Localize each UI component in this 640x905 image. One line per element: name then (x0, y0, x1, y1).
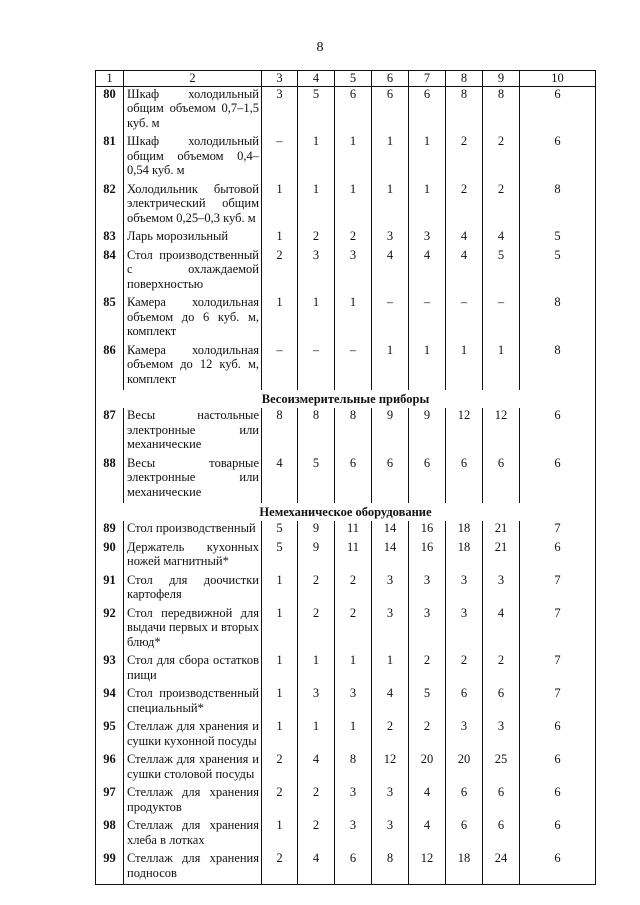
equipment-name: Шкаф холодильный общим объемом 0,7–1,5 куб. м (124, 86, 262, 134)
quantity-cell: 5 (262, 521, 298, 540)
quantity-cell: 3 (372, 785, 409, 818)
quantity-cell: 18 (446, 851, 483, 885)
column-header: 2 (124, 71, 262, 87)
quantity-cell: 1 (409, 182, 446, 230)
quantity-cell: 21 (483, 521, 520, 540)
quantity-cell: 1 (298, 719, 335, 752)
column-header: 8 (446, 71, 483, 87)
quantity-cell: 8 (372, 851, 409, 885)
quantity-cell: 12 (483, 408, 520, 456)
quantity-cell: 6 (520, 456, 596, 504)
equipment-name: Весы товарные электронные или механические (124, 456, 262, 504)
quantity-cell: 6 (446, 785, 483, 818)
row-number: 97 (96, 785, 124, 818)
quantity-cell: 14 (372, 540, 409, 573)
quantity-cell: 4 (298, 851, 335, 885)
equipment-name: Ларь морозильный (124, 229, 262, 248)
quantity-cell: 6 (520, 818, 596, 851)
row-number: 84 (96, 248, 124, 296)
section-title: Весоизмерительные приборы (96, 390, 596, 408)
quantity-cell: 9 (298, 540, 335, 573)
row-number: 81 (96, 134, 124, 182)
quantity-cell: 11 (335, 540, 372, 573)
quantity-cell: 1 (409, 134, 446, 182)
quantity-cell: 8 (298, 408, 335, 456)
table-row (96, 606, 596, 654)
column-header: 7 (409, 71, 446, 87)
table-row (96, 134, 596, 182)
section-title: Немеханическое оборудование (96, 503, 596, 521)
table-row (96, 686, 596, 719)
row-number: 88 (96, 456, 124, 504)
quantity-cell: 7 (520, 521, 596, 540)
quantity-cell: 14 (372, 521, 409, 540)
quantity-cell: 1 (335, 719, 372, 752)
equipment-name: Стол производственный с охлаждаемой поверхностью (124, 248, 262, 296)
quantity-cell: 4 (409, 248, 446, 296)
column-header: 9 (483, 71, 520, 87)
quantity-cell: 3 (335, 785, 372, 818)
quantity-cell: 1 (298, 182, 335, 230)
row-number: 83 (96, 229, 124, 248)
quantity-cell: 20 (446, 752, 483, 785)
quantity-cell: 6 (520, 752, 596, 785)
quantity-cell: 3 (409, 573, 446, 606)
table-row (96, 182, 596, 230)
column-header: 5 (335, 71, 372, 87)
row-number: 82 (96, 182, 124, 230)
quantity-cell: 1 (262, 818, 298, 851)
quantity-cell: 2 (298, 229, 335, 248)
quantity-cell: 3 (372, 229, 409, 248)
quantity-cell: 2 (483, 134, 520, 182)
quantity-cell: 6 (520, 540, 596, 573)
quantity-cell: 6 (335, 851, 372, 885)
equipment-name: Стеллаж для хранения подносов (124, 851, 262, 885)
quantity-cell: 8 (335, 408, 372, 456)
quantity-cell: 16 (409, 521, 446, 540)
equipment-name: Камера холодильная объемом до 6 куб. м, комплект (124, 295, 262, 343)
table-row (96, 818, 596, 851)
quantity-cell: 6 (409, 86, 446, 134)
row-number: 85 (96, 295, 124, 343)
equipment-name: Стеллаж для хранения и сушки кухонной посуды (124, 719, 262, 752)
quantity-cell: 4 (483, 606, 520, 654)
quantity-cell: 2 (372, 719, 409, 752)
quantity-cell: 1 (262, 606, 298, 654)
quantity-cell: 25 (483, 752, 520, 785)
quantity-cell: 5 (298, 86, 335, 134)
row-number: 90 (96, 540, 124, 573)
quantity-cell: 3 (335, 818, 372, 851)
quantity-cell: 5 (483, 248, 520, 296)
quantity-cell: 2 (298, 606, 335, 654)
quantity-cell: – (335, 343, 372, 391)
quantity-cell: 8 (446, 86, 483, 134)
quantity-cell: 2 (298, 573, 335, 606)
quantity-cell: 1 (298, 134, 335, 182)
quantity-cell: 3 (372, 573, 409, 606)
quantity-cell: 6 (335, 86, 372, 134)
equipment-name: Стол для сбора остатков пищи (124, 653, 262, 686)
quantity-cell: 21 (483, 540, 520, 573)
quantity-cell: 3 (298, 686, 335, 719)
quantity-cell: 8 (520, 295, 596, 343)
quantity-cell: 2 (298, 818, 335, 851)
quantity-cell: 2 (483, 653, 520, 686)
quantity-cell: 8 (335, 752, 372, 785)
quantity-cell: 6 (520, 719, 596, 752)
quantity-cell: 3 (446, 606, 483, 654)
quantity-cell: – (372, 295, 409, 343)
quantity-cell: 3 (409, 229, 446, 248)
table-row (96, 785, 596, 818)
quantity-cell: 4 (409, 785, 446, 818)
quantity-cell: 18 (446, 521, 483, 540)
row-number: 86 (96, 343, 124, 391)
quantity-cell: 9 (372, 408, 409, 456)
quantity-cell: 6 (335, 456, 372, 504)
table-row (96, 540, 596, 573)
quantity-cell: 1 (335, 653, 372, 686)
quantity-cell: 2 (262, 785, 298, 818)
quantity-cell: 1 (372, 653, 409, 686)
quantity-cell: 3 (446, 573, 483, 606)
row-number: 91 (96, 573, 124, 606)
quantity-cell: 12 (409, 851, 446, 885)
quantity-cell: 2 (335, 229, 372, 248)
row-number: 80 (96, 86, 124, 134)
quantity-cell: 4 (298, 752, 335, 785)
quantity-cell: 5 (298, 456, 335, 504)
quantity-cell: 2 (262, 851, 298, 885)
row-number: 98 (96, 818, 124, 851)
row-number: 93 (96, 653, 124, 686)
quantity-cell: 2 (446, 134, 483, 182)
quantity-cell: 6 (483, 818, 520, 851)
quantity-cell: 5 (262, 540, 298, 573)
equipment-name: Стол производственный специальный* (124, 686, 262, 719)
quantity-cell: 2 (335, 573, 372, 606)
equipment-name: Стол передвижной для выдачи первых и вторых блюд* (124, 606, 262, 654)
row-number: 92 (96, 606, 124, 654)
row-number: 95 (96, 719, 124, 752)
quantity-cell: 1 (262, 229, 298, 248)
quantity-cell: 1 (262, 686, 298, 719)
equipment-name: Стеллаж для хранения и сушки столовой посуды (124, 752, 262, 785)
quantity-cell: 6 (372, 456, 409, 504)
page-number: 8 (316, 40, 324, 55)
quantity-cell: 7 (520, 606, 596, 654)
table-row (96, 719, 596, 752)
quantity-cell: 2 (298, 785, 335, 818)
quantity-cell: 1 (409, 343, 446, 391)
quantity-cell: 8 (520, 343, 596, 391)
quantity-cell: 7 (520, 653, 596, 686)
table-row (96, 573, 596, 606)
quantity-cell: 8 (520, 182, 596, 230)
section-row (96, 390, 596, 408)
equipment-name: Стол производственный (124, 521, 262, 540)
quantity-cell: 4 (372, 248, 409, 296)
quantity-cell: 1 (335, 134, 372, 182)
quantity-cell: 12 (446, 408, 483, 456)
table-header-row (96, 71, 596, 87)
equipment-name: Весы настольные электронные или механические (124, 408, 262, 456)
quantity-cell: 6 (446, 686, 483, 719)
quantity-cell: 6 (372, 86, 409, 134)
quantity-cell: 1 (298, 653, 335, 686)
quantity-cell: 7 (520, 573, 596, 606)
quantity-cell: 6 (520, 134, 596, 182)
quantity-cell: 8 (483, 86, 520, 134)
quantity-cell: 3 (335, 248, 372, 296)
quantity-cell: 6 (409, 456, 446, 504)
quantity-cell: 8 (262, 408, 298, 456)
quantity-cell: 2 (446, 182, 483, 230)
column-header: 3 (262, 71, 298, 87)
column-header: 6 (372, 71, 409, 87)
quantity-cell: 4 (446, 248, 483, 296)
equipment-name: Холодильник бытовой электрический общим объемом 0,25–0,3 куб. м (124, 182, 262, 230)
table-row (96, 752, 596, 785)
quantity-cell: 18 (446, 540, 483, 573)
quantity-cell: 6 (483, 456, 520, 504)
table-row (96, 248, 596, 296)
section-row (96, 503, 596, 521)
quantity-cell: 16 (409, 540, 446, 573)
quantity-cell: 1 (335, 295, 372, 343)
table-row (96, 86, 596, 134)
quantity-cell: 2 (409, 719, 446, 752)
quantity-cell: 2 (446, 653, 483, 686)
quantity-cell: – (262, 134, 298, 182)
quantity-cell: 1 (298, 295, 335, 343)
quantity-cell: 11 (335, 521, 372, 540)
quantity-cell: 4 (372, 686, 409, 719)
quantity-cell: – (298, 343, 335, 391)
quantity-cell: 1 (372, 343, 409, 391)
quantity-cell: – (262, 343, 298, 391)
quantity-cell: 3 (262, 86, 298, 134)
quantity-cell: 3 (335, 686, 372, 719)
quantity-cell: 12 (372, 752, 409, 785)
row-number: 94 (96, 686, 124, 719)
quantity-cell: 1 (262, 653, 298, 686)
quantity-cell: 1 (262, 573, 298, 606)
quantity-cell: 3 (298, 248, 335, 296)
column-header: 1 (96, 71, 124, 87)
quantity-cell: 4 (446, 229, 483, 248)
quantity-cell: 6 (446, 818, 483, 851)
quantity-cell: 9 (298, 521, 335, 540)
quantity-cell: 4 (409, 818, 446, 851)
equipment-name: Стеллаж для хранения хлеба в лотках (124, 818, 262, 851)
quantity-cell: – (446, 295, 483, 343)
quantity-cell: 2 (409, 653, 446, 686)
column-header: 10 (520, 71, 596, 87)
quantity-cell: 6 (483, 686, 520, 719)
equipment-name: Шкаф холодильный общим объемом 0,4–0,54 куб. м (124, 134, 262, 182)
equipment-name: Камера холодильная объемом до 12 куб. м, комплект (124, 343, 262, 391)
quantity-cell: 2 (262, 248, 298, 296)
quantity-cell: 1 (262, 719, 298, 752)
quantity-cell: 3 (483, 573, 520, 606)
quantity-cell: 1 (335, 182, 372, 230)
row-number: 99 (96, 851, 124, 885)
equipment-name: Стеллаж для хранения продуктов (124, 785, 262, 818)
equipment-name: Стол для доочистки картофеля (124, 573, 262, 606)
table-row (96, 408, 596, 456)
quantity-cell: 3 (372, 818, 409, 851)
quantity-cell: 6 (520, 785, 596, 818)
quantity-cell: 6 (520, 408, 596, 456)
table-row (96, 343, 596, 391)
quantity-cell: 2 (483, 182, 520, 230)
quantity-cell: 9 (409, 408, 446, 456)
table-row (96, 229, 596, 248)
quantity-cell: 6 (520, 86, 596, 134)
quantity-cell: – (483, 295, 520, 343)
quantity-cell: 3 (409, 606, 446, 654)
table-row (96, 456, 596, 504)
quantity-cell: 3 (483, 719, 520, 752)
quantity-cell: 24 (483, 851, 520, 885)
quantity-cell: 7 (520, 686, 596, 719)
table-row (96, 851, 596, 885)
quantity-cell: 6 (520, 851, 596, 885)
quantity-cell: 4 (262, 456, 298, 504)
quantity-cell: 20 (409, 752, 446, 785)
quantity-cell: 3 (446, 719, 483, 752)
table-row (96, 521, 596, 540)
row-number: 89 (96, 521, 124, 540)
quantity-cell: 1 (262, 295, 298, 343)
quantity-cell: 1 (372, 182, 409, 230)
quantity-cell: 2 (262, 752, 298, 785)
equipment-table (95, 70, 596, 885)
row-number: 96 (96, 752, 124, 785)
quantity-cell: – (409, 295, 446, 343)
table-row (96, 295, 596, 343)
quantity-cell: 1 (262, 182, 298, 230)
quantity-cell: 4 (483, 229, 520, 248)
quantity-cell: 3 (372, 606, 409, 654)
column-header: 4 (298, 71, 335, 87)
quantity-cell: 5 (409, 686, 446, 719)
quantity-cell: 5 (520, 229, 596, 248)
row-number: 87 (96, 408, 124, 456)
equipment-name: Держатель кухонных ножей магнитный* (124, 540, 262, 573)
table-row (96, 653, 596, 686)
quantity-cell: 2 (335, 606, 372, 654)
quantity-cell: 1 (446, 343, 483, 391)
quantity-cell: 6 (446, 456, 483, 504)
quantity-cell: 6 (483, 785, 520, 818)
quantity-cell: 1 (372, 134, 409, 182)
quantity-cell: 1 (483, 343, 520, 391)
quantity-cell: 5 (520, 248, 596, 296)
